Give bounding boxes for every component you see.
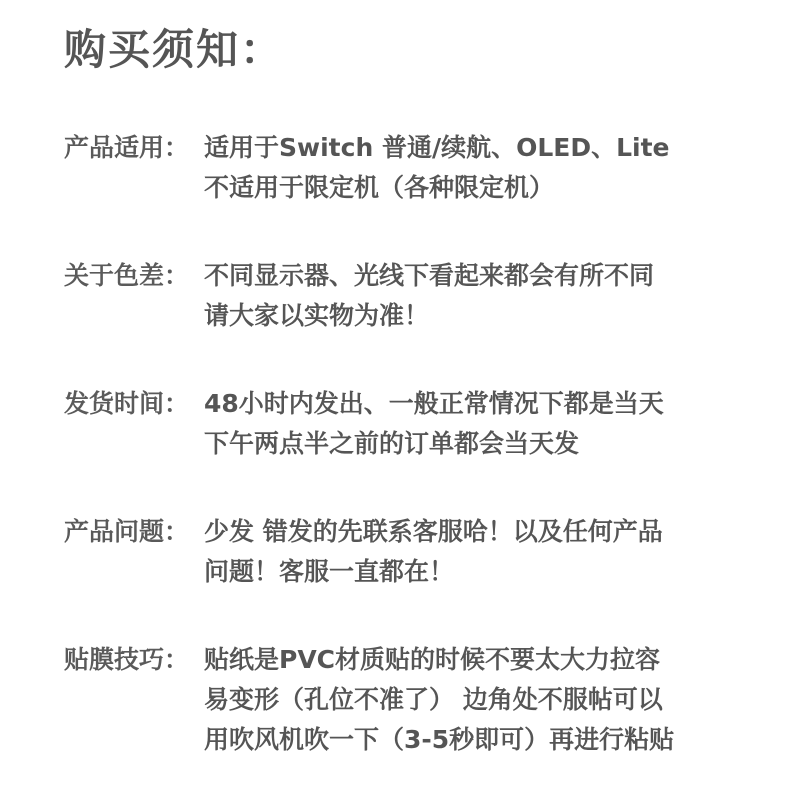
section-label: 关于色差： xyxy=(64,261,190,290)
section-line: 少发 错发的先联系客服哈！以及任何产品 xyxy=(204,517,663,546)
section-line: 贴纸是PVC材质贴的时候不要太大力拉容 xyxy=(204,645,661,674)
section-line: 下午两点半之前的订单都会当天发 xyxy=(204,429,580,458)
section-label: 产品问题： xyxy=(64,517,190,546)
section-body xyxy=(204,128,784,208)
section-label: 贴膜技巧： xyxy=(64,645,190,674)
notice-sections xyxy=(64,128,784,808)
section-line: 不适用于限定机（各种限定机） xyxy=(204,173,555,202)
section-body xyxy=(204,384,784,464)
section-label: 发货时间： xyxy=(64,389,190,418)
section-line: 不同显示器、光线下看起来都会有所不同 xyxy=(204,261,655,290)
section-product-issues xyxy=(64,512,784,592)
section-body xyxy=(204,256,784,336)
section-color-difference xyxy=(64,256,784,336)
section-line: 问题！客服一直都在！ xyxy=(204,557,455,586)
section-body xyxy=(204,512,784,592)
page-title: 购买须知： xyxy=(64,25,285,74)
section-application-tips xyxy=(64,640,784,760)
section-line: 请大家以实物为准！ xyxy=(204,301,430,330)
section-line: 48小时内发出、一般正常情况下都是当天 xyxy=(204,389,664,418)
section-label: 产品适用： xyxy=(64,133,190,162)
section-line: 易变形（孔位不准了） 边角处不服帖可以 xyxy=(204,685,663,714)
section-product-compatibility xyxy=(64,128,784,208)
section-shipping-time xyxy=(64,384,784,464)
section-line: 适用于Switch 普通/续航、OLED、Lite xyxy=(204,133,670,162)
section-body xyxy=(204,640,784,760)
section-line: 用吹风机吹一下（3-5秒即可）再进行粘贴 xyxy=(204,725,675,754)
